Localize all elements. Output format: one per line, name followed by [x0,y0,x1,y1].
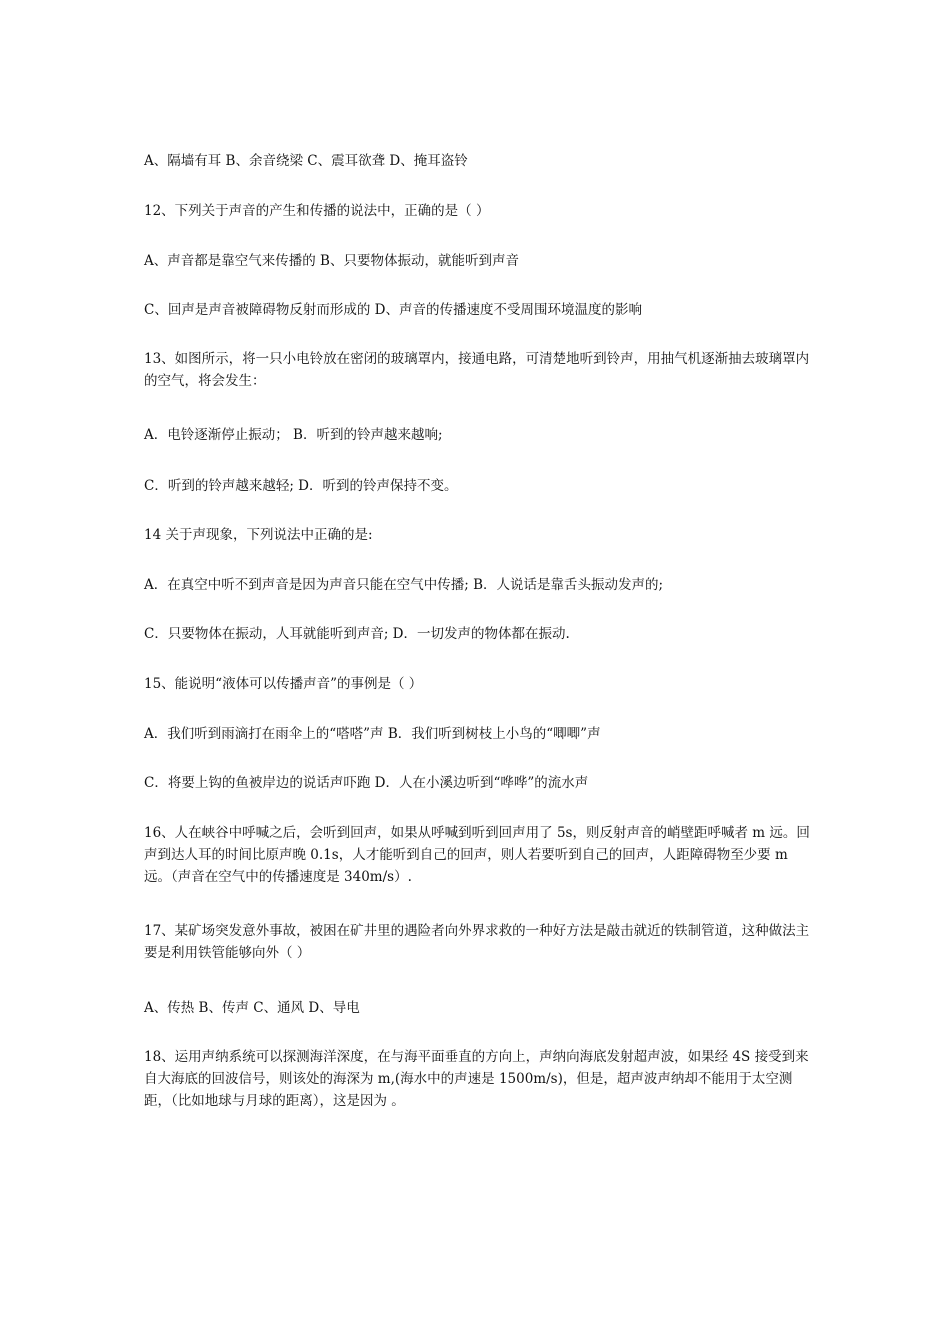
q14-options-cd: C．只要物体在振动，人耳就能听到声音; D．一切发声的物体都在振动. [144,626,570,642]
q12-stem: 12、下列关于声音的产生和传播的说法中，正确的是（ ） [144,203,490,219]
q14-stem: 14 关于声现象，下列说法中正确的是: [144,527,373,543]
q16-stem: 16、人在峡谷中呼喊之后，会听到回声，如果从呼喊到听到回声用了 5s，则反射声音的峭壁距呼喊者 m 远。回声到达人耳的时间比原声晚 0.1s，人才能听到自己的回声，则人若要听到自己的回声，人距障碍物至少要 m 远。（声音在空气中的传播速度是 340m/s）. [144,825,810,885]
q13-stem: 13、如图所示，将一只小电铃放在密闭的玻璃罩内，接通电路，可清楚地听到铃声，用抽气机逐渐抽去玻璃罩内的空气，将会发生： [144,351,810,389]
q15-options-ab: A．我们听到雨滴打在雨伞上的“嗒嗒”声 B．我们听到树枝上小鸟的“唧唧”声 [144,726,601,742]
q17-options: A、传热 B、传声 C、通风 D、导电 [144,1000,360,1016]
q11-options: A、隔墙有耳 B、余音绕梁 C、震耳欲聋 D、掩耳盗铃 [144,153,468,169]
q14-options-ab: A．在真空中听不到声音是因为声音只能在空气中传播; B．人说话是靠舌头振动发声的; [144,577,664,593]
q17-stem: 17、某矿场突发意外事故，被困在矿井里的遇险者向外界求救的一种好方法是敲击就近的铁制管道，这种做法主要是利用铁管能够向外（ ） [144,923,810,961]
q12-options-cd: C、回声是声音被障碍物反射而形成的 D、声音的传播速度不受周围环境温度的影响 [144,302,642,318]
q13-options-cd: C．听到的铃声越来越轻; D．听到的铃声保持不变。 [144,478,458,494]
q12-options-ab: A、声音都是靠空气来传播的 B、只要物体振动，就能听到声音 [144,253,519,269]
q13-options-ab: A．电铃逐渐停止振动； B．听到的铃声越来越响; [144,427,443,443]
q18-stem: 18、运用声纳系统可以探测海洋深度，在与海平面垂直的方向上，声纳向海底发射超声波，如果经 4S 接受到来自大海底的回波信号，则该处的海深为 m,(海水中的声速是 1500m/s)，但是，超声波声纳却不能用于太空测距，（比如地球与月球的距离），这是因为 。 [144,1049,809,1109]
q15-options-cd: C．将要上钩的鱼被岸边的说话声吓跑 D．人在小溪边听到“哗哗”的流水声 [144,775,589,791]
q15-stem: 15、能说明“液体可以传播声音”的事例是（ ） [144,676,423,692]
